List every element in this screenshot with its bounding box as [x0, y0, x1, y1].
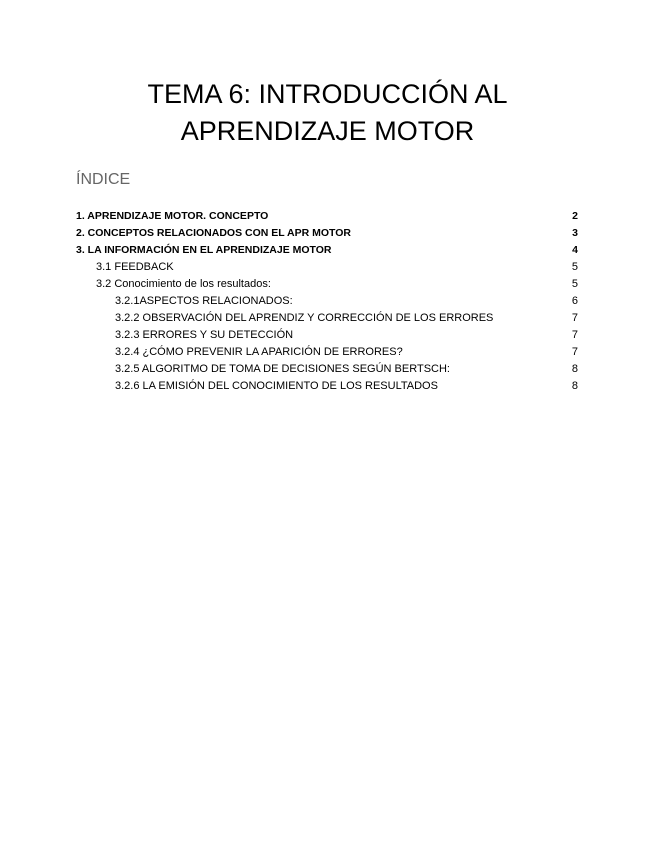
toc-entry-page: 2 — [572, 210, 578, 222]
toc-entry[interactable] — [76, 225, 578, 242]
index-heading: ÍNDICE — [76, 171, 131, 188]
toc-entry-label: 3. LA INFORMACIÓN EN EL APRENDIZAJE MOTOR — [76, 244, 332, 256]
toc-entry-page: 7 — [571, 346, 578, 358]
toc-entry-label: 1. APRENDIZAJE MOTOR. CONCEPTO — [76, 210, 269, 222]
toc-entry-page: 8 — [571, 380, 578, 392]
toc-entry-page: 8 — [571, 363, 578, 375]
toc-entry[interactable] — [76, 361, 578, 378]
toc-entry-page: 7 — [571, 312, 578, 324]
toc-entry-page: 6 — [571, 295, 578, 307]
toc-entry-label: 2. CONCEPTOS RELACIONADOS CON EL APR MOTOR — [76, 227, 351, 239]
toc-entry-page: 3 — [572, 227, 578, 239]
toc-entry[interactable] — [76, 242, 578, 259]
toc-entry-label: 3.2.3 ERRORES Y SU DETECCIÓN — [115, 329, 294, 341]
toc-entry[interactable] — [76, 378, 578, 395]
toc-entry-label: 3.2 Conocimiento de los resultados: — [96, 278, 271, 290]
toc-entry-page: 4 — [572, 244, 578, 256]
toc-entry-label: 3.2.5 ALGORITMO DE TOMA DE DECISIONES SEGÚN BERTSCH: — [115, 363, 450, 375]
toc-entry[interactable] — [76, 276, 578, 293]
toc-entry-label: 3.2.1ASPECTOS RELACIONADOS: — [115, 295, 293, 307]
page-title-line-1: TEMA 6: INTRODUCCIÓN AL — [147, 79, 508, 109]
toc-entry[interactable] — [76, 293, 578, 310]
toc-entry[interactable] — [76, 208, 578, 225]
toc-entry-page: 7 — [571, 329, 578, 341]
toc-entry[interactable] — [76, 327, 578, 344]
page-title — [0, 76, 655, 150]
toc-entry-label: 3.1 FEEDBACK — [96, 261, 174, 273]
toc-entry-page: 5 — [571, 278, 578, 290]
toc-entry[interactable] — [76, 259, 578, 276]
toc-entry-label: 3.2.4 ¿CÓMO PREVENIR LA APARICIÓN DE ERRORES? — [115, 346, 403, 358]
page-title-line-2: APRENDIZAJE MOTOR — [180, 116, 475, 146]
toc-entry[interactable] — [76, 344, 578, 361]
toc-entry-label: 3.2.2 OBSERVACIÓN DEL APRENDIZ Y CORRECCIÓN DE LOS ERRORES — [115, 312, 494, 324]
toc-entry[interactable] — [76, 310, 578, 327]
toc-entry-page: 5 — [571, 261, 578, 273]
table-of-contents — [76, 208, 578, 395]
toc-entry-label: 3.2.6 LA EMISIÓN DEL CONOCIMIENTO DE LOS RESULTADOS — [115, 380, 438, 392]
